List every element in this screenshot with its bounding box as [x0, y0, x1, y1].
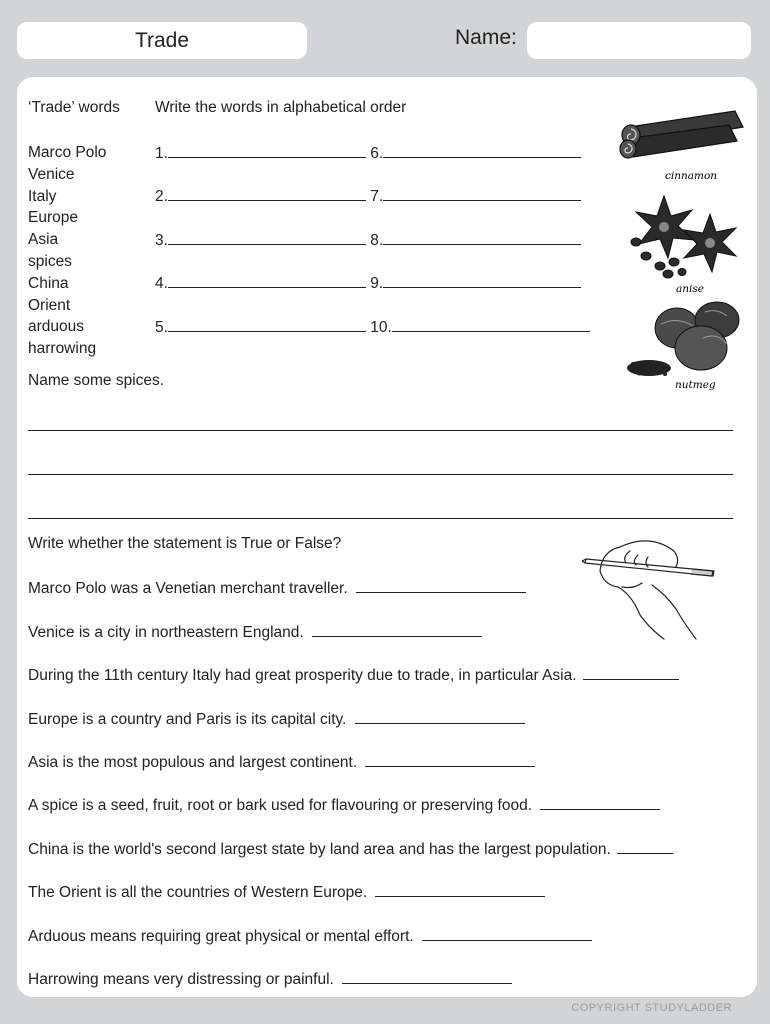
statement-row	[28, 709, 525, 729]
alpha-number: 7.	[370, 188, 384, 205]
answer-blank[interactable]	[168, 186, 366, 201]
true-false-blank[interactable]	[355, 709, 525, 724]
answer-blank[interactable]	[168, 273, 366, 288]
word-item: arduous	[28, 318, 85, 336]
true-false-blank[interactable]	[356, 578, 526, 593]
true-false-blank[interactable]	[375, 882, 545, 897]
worksheet-title	[17, 22, 307, 59]
writing-hand-icon	[582, 533, 718, 641]
alpha-number: 6.	[370, 145, 384, 162]
spices-answer-line[interactable]	[28, 474, 733, 475]
answer-blank[interactable]	[168, 317, 366, 332]
true-false-instruction: Write whether the statement is True or False?	[28, 535, 342, 552]
copyright-notice: COPYRIGHT STUDYLADDER	[571, 1002, 732, 1014]
alpha-number: 8.	[370, 232, 384, 249]
anise-icon	[624, 192, 750, 296]
cinnamon-caption: cinnamon	[665, 170, 718, 182]
answer-blank[interactable]	[168, 143, 366, 158]
answer-blank[interactable]	[383, 230, 581, 245]
alpha-number: 2.	[155, 188, 168, 205]
cinnamon-icon	[617, 105, 749, 187]
alpha-row-1	[155, 143, 581, 163]
nutmeg-icon	[625, 298, 747, 394]
alpha-row-3	[155, 230, 581, 250]
answer-blank[interactable]	[383, 273, 581, 288]
word-item: Orient	[28, 296, 71, 314]
word-item: Marco Polo	[28, 144, 107, 161]
alpha-row-5	[155, 317, 590, 337]
statement-text: A spice is a seed, fruit, root or bark used for flavouring or preserving food.	[28, 797, 533, 814]
word-item: spices	[28, 252, 72, 270]
statement-row	[28, 839, 673, 859]
statement-row	[28, 578, 526, 598]
word-list-heading: ‘Trade’ words	[28, 99, 120, 116]
statement-text: China is the world's second largest state by land area and has the largest population.	[28, 841, 611, 858]
alphabetical-instruction: Write the words in alphabetical order	[155, 99, 407, 116]
statement-row	[28, 795, 660, 815]
alpha-number: 9.	[370, 275, 384, 292]
true-false-blank[interactable]	[617, 839, 673, 854]
statement-row	[28, 665, 679, 685]
word-item: Asia	[28, 231, 59, 249]
true-false-blank[interactable]	[540, 795, 660, 810]
word-item: harrowing	[28, 340, 97, 358]
alpha-number: 5.	[155, 319, 168, 336]
statement-row	[28, 622, 482, 642]
true-false-blank[interactable]	[422, 926, 592, 941]
word-item: Italy	[28, 187, 57, 205]
anise-caption: anise	[676, 283, 704, 295]
true-false-blank[interactable]	[342, 969, 512, 984]
alpha-row-4	[155, 273, 581, 293]
true-false-blank[interactable]	[583, 665, 679, 680]
statement-text: During the 11th century Italy had great prosperity due to trade, in particular Asia.	[28, 667, 577, 684]
statement-row	[28, 969, 512, 989]
answer-blank[interactable]	[383, 186, 581, 201]
worksheet-title-text: Trade	[134, 28, 190, 52]
name-field[interactable]	[527, 22, 751, 59]
spices-answer-line[interactable]	[28, 430, 733, 431]
alpha-row-2	[155, 186, 581, 206]
word-item: Europe	[28, 209, 78, 227]
name-label: Name:	[455, 26, 517, 49]
word-item: Venice	[28, 165, 75, 183]
answer-blank[interactable]	[392, 317, 590, 332]
alpha-number: 3.	[155, 232, 168, 249]
statement-text: Arduous means requiring great physical or mental effort.	[28, 928, 414, 945]
statement-text: Venice is a city in northeastern England.	[28, 624, 304, 641]
answer-blank[interactable]	[168, 230, 366, 245]
statement-text: Asia is the most populous and largest continent.	[28, 754, 358, 771]
statement-text: Marco Polo was a Venetian merchant traveller.	[28, 580, 348, 597]
true-false-blank[interactable]	[312, 622, 482, 637]
spices-prompt: Name some spices.	[28, 372, 165, 389]
statement-text: Harrowing means very distressing or painful.	[28, 971, 334, 988]
nutmeg-caption: nutmeg	[675, 379, 716, 391]
statement-text: The Orient is all the countries of Western Europe.	[28, 884, 368, 901]
alpha-number: 10.	[370, 319, 392, 336]
alpha-number: 1.	[155, 145, 168, 162]
word-item: China	[28, 274, 69, 292]
statement-row	[28, 882, 545, 902]
word-list	[28, 142, 106, 360]
true-false-blank[interactable]	[365, 752, 535, 767]
spices-answer-line[interactable]	[28, 518, 733, 519]
statement-row	[28, 752, 535, 772]
answer-blank[interactable]	[383, 143, 581, 158]
statement-row	[28, 926, 592, 946]
statement-text: Europe is a country and Paris is its capital city.	[28, 711, 347, 728]
alpha-number: 4.	[155, 275, 168, 292]
